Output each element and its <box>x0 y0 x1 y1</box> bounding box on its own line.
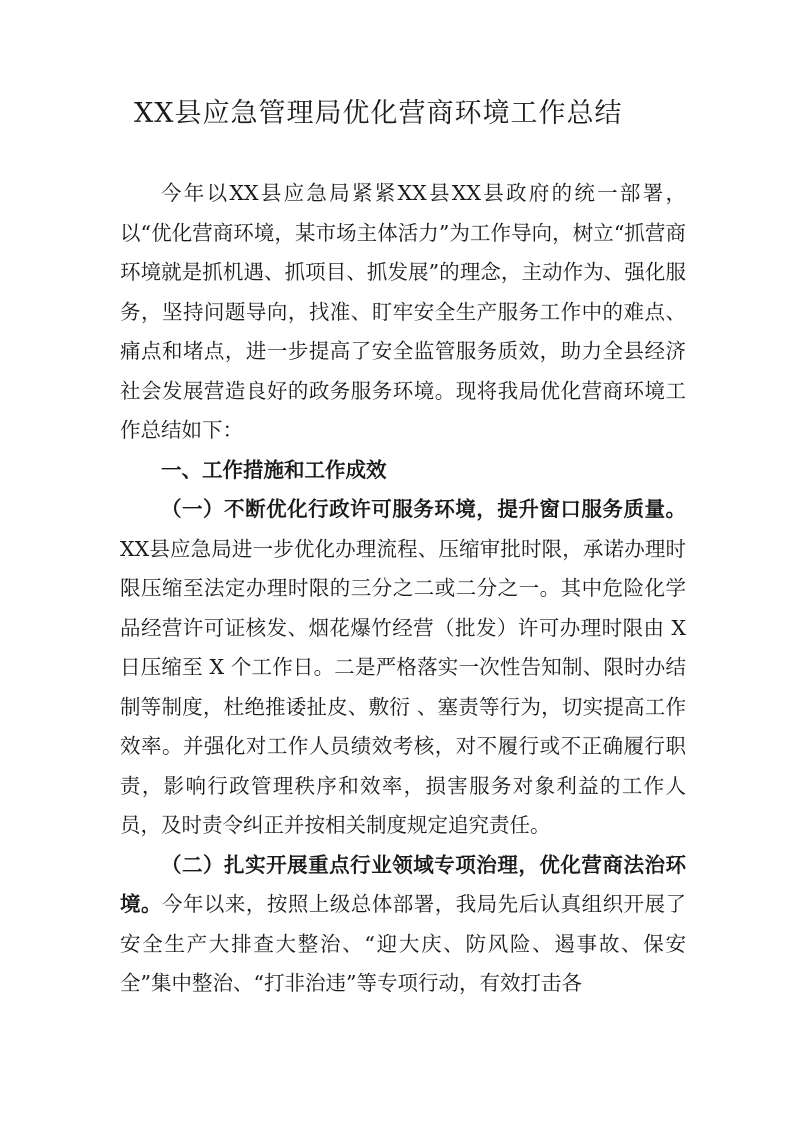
item-2-lead: （二）扎实开展重点行业领域专项治理，优化营商法治环境。 <box>120 852 686 916</box>
item-1-lead: （一）不断优化行政许可服务环境，提升窗口服务质量。 <box>161 497 686 521</box>
item-1-paragraph <box>120 490 686 846</box>
item-1-body: XX县应急局进一步优化办理流程、压缩审批时限，承诺办理时限压缩至法定办理时限的三分之二或二分之一。其中危险化学品经营许可证核发、烟花爆竹经营（批发）许可办理时限由 X 日压缩至 X 个工作日。二是严格落实一次性告知制、限时办结制等制度，杜绝推诿扯皮、敷衍 、塞责等行为，切实提高工作效率。并强化对工作人员绩效考核，对不履行或不正确履行职责，影响行政管理秩序和效率，损害服务对象利益的工作人员，及时责令纠正并按相关制度规定追究责任。 <box>120 536 686 837</box>
item-2-body: 今年以来，按照上级总体部署，我局先后认真组织开展了安全生产大排查大整治、“迎大庆、防风险、遏事故、保安全”集中整治、“打非治违”等专项行动，有效打击各 <box>120 892 687 995</box>
intro-paragraph: 今年以XX县应急局紧紧XX县XX县政府的统一部署， 以“优化营商环境，某市场主体活力”为工作导向，树立“抓营商环境就是抓机遇、抓项目、抓发展”的理念，主动作为、强化服务，坚持问题导向，找准、盯牢安全生产服务工作中的难点、痛点和堵点，进一步提高了安全监管服务质效，助力全县经济社会发展营造良好的政务服务环境。现将我局优化营商环境工作总结如下： <box>120 181 686 442</box>
document-title: XX县应急管理局优化营商环境工作总结 <box>134 98 623 129</box>
section-heading: 一、工作措施和工作成效 <box>161 457 387 482</box>
item-2-paragraph <box>120 846 686 1004</box>
document-body <box>120 174 686 1004</box>
